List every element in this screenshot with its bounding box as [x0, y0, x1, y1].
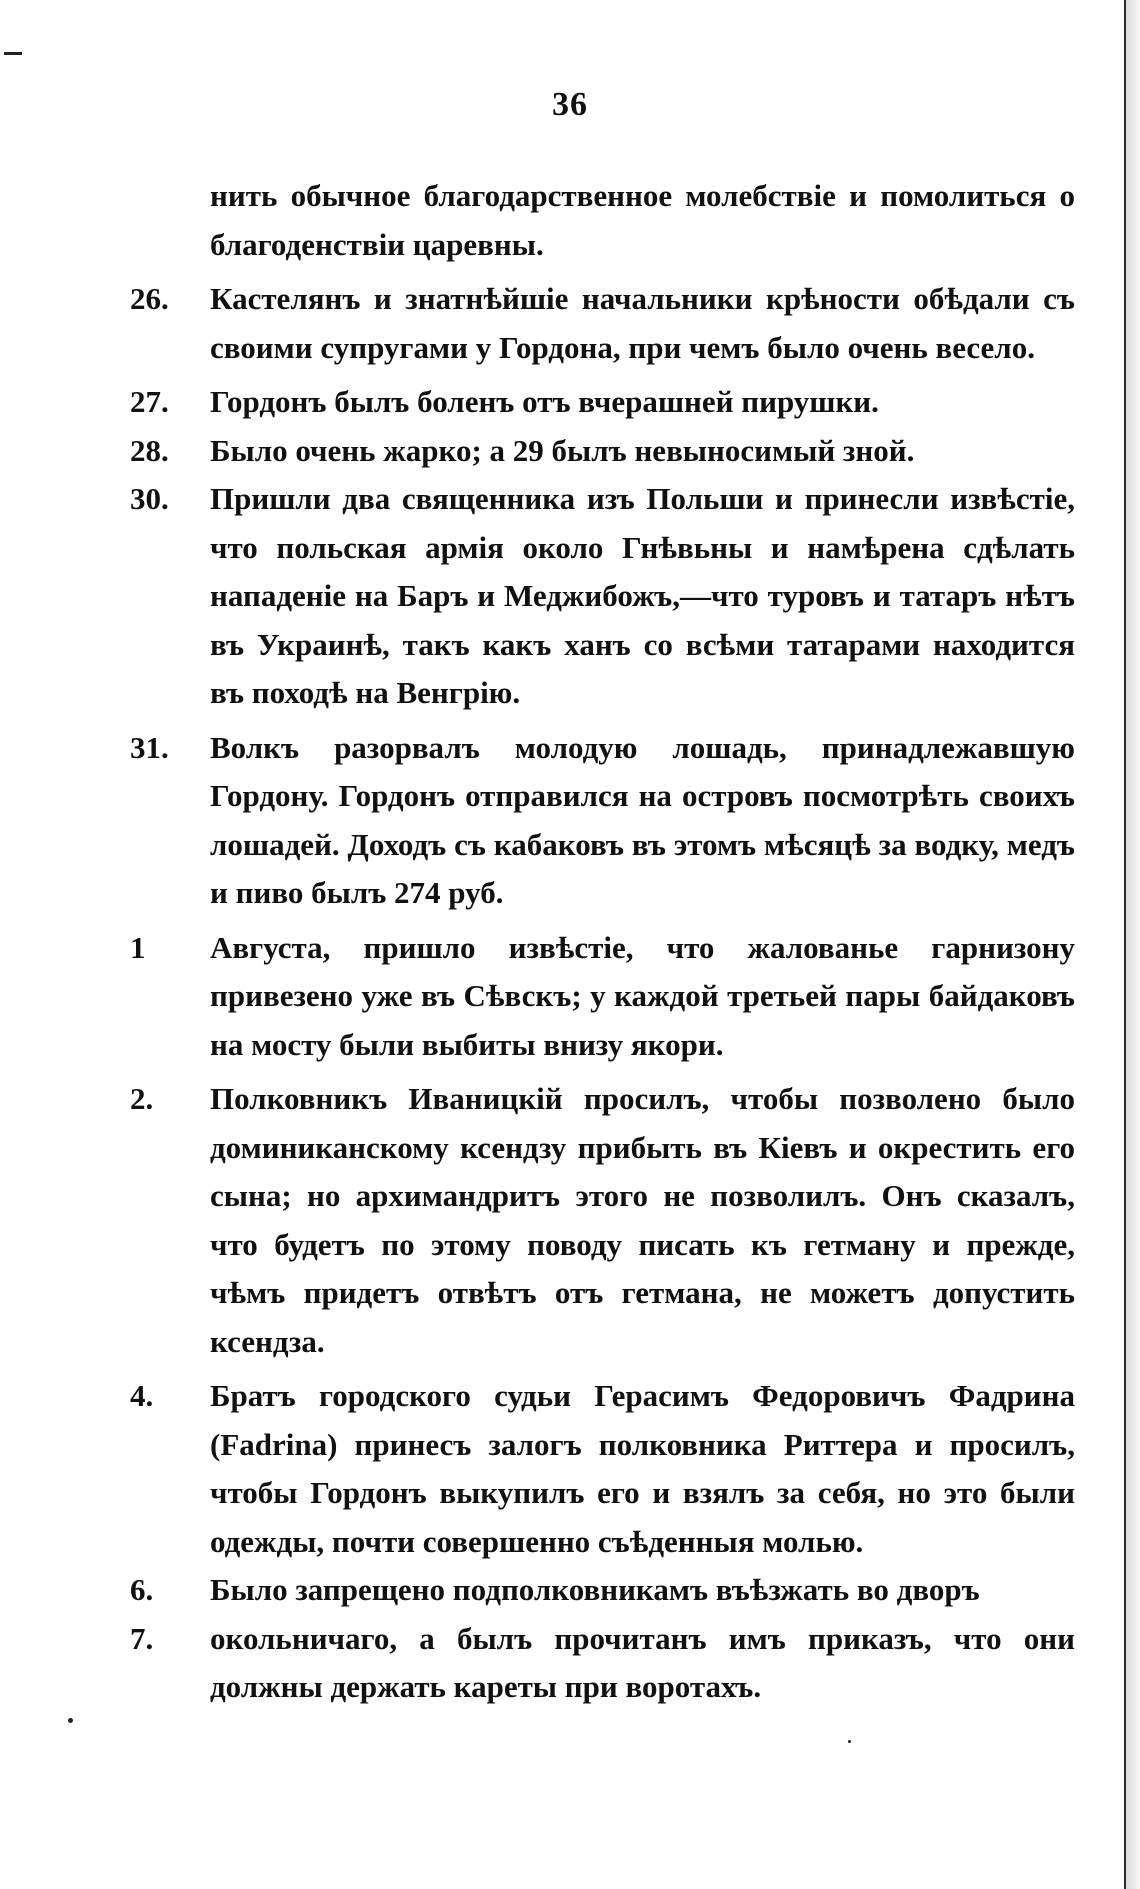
- diary-entry: [130, 1566, 1075, 1615]
- diary-entry: [130, 172, 1075, 269]
- diary-entry: [130, 1615, 1075, 1712]
- entry-date: 6.: [130, 1572, 154, 1607]
- entry-date: 7.: [130, 1620, 154, 1656]
- entry-text: Было запрещено подполковникамъ въѣзжать во дворъ: [210, 1572, 980, 1607]
- entry-date: 1: [130, 929, 146, 965]
- entry-date: 27.: [130, 384, 169, 419]
- entry-date: 2.: [130, 1081, 154, 1116]
- diary-entry: [130, 724, 1075, 918]
- entry-text: Августа, пришло извѣстіе, что жалованье гарнизону привезено уже въ Сѣвскъ; у каждой третьей пары байдаковъ на мосту были выбиты внизу якори.: [210, 929, 1075, 1062]
- entry-text: Пришли два священника изъ Польши и принесли извѣстіе, что польская армія около Гнѣвьны и намѣрена сдѣлать нападеніе на Баръ и Меджибожъ,—что туровъ и татаръ нѣтъ въ Украинѣ, такъ какъ ханъ со всѣми татарами находится въ походѣ на Венгрію.: [210, 481, 1075, 710]
- page-number: 36: [552, 86, 588, 123]
- ink-speck: [848, 1740, 851, 1743]
- entry-text: Кастелянъ и знатнѣйшіе начальники крѣности обѣдали съ своими супругами у Гордона, при чемъ было очень весело.: [210, 281, 1075, 365]
- entry-text: Полковникъ Иваницкій просилъ, чтобы позволено было доминиканскому ксендзу прибыть въ Кіевъ и окрестить его сына; но архимандритъ этого не позволилъ. Онъ сказалъ, что будетъ по этому поводу писать къ гетману и прежде, чѣмъ придетъ отвѣтъ отъ гетмана, не можетъ допустить ксендза.: [210, 1081, 1075, 1359]
- entry-text: нить обычное благодарственное молебствіе и помолиться о благоденствіи царевны.: [210, 178, 1075, 262]
- entry-text: Волкъ разорвалъ молодую лошадь, принадлежавшую Гордону. Гордонъ отправился на островъ посмотрѣть своихъ лошадей. Доходъ съ кабаковъ въ этомъ мѣсяцѣ за водку, медъ и пиво былъ 274 руб.: [210, 729, 1075, 910]
- margin-mark: [4, 52, 22, 55]
- entry-date: 30.: [130, 481, 169, 516]
- diary-text: [130, 172, 1075, 1712]
- entry-date: 26.: [130, 281, 169, 316]
- entry-date: 4.: [130, 1378, 154, 1413]
- entry-text: Было очень жарко; а 29 былъ невыносимый зной.: [210, 432, 915, 468]
- entry-text: Братъ городского судьи Герасимъ Федоровичъ Фадрина (Fadrina) принесъ залогъ полковника Риттера и просилъ, чтобы Гордонъ выкупилъ его и взялъ за себя, но это были одежды, почти совершенно съѣденныя молью.: [210, 1378, 1075, 1559]
- diary-entry: [130, 475, 1075, 718]
- diary-entry: [130, 1372, 1075, 1566]
- page-edge: [1124, 0, 1140, 1889]
- diary-entry: [130, 275, 1075, 372]
- diary-entry: [130, 924, 1075, 1070]
- diary-entry: [130, 427, 1075, 476]
- entry-date: 28.: [130, 432, 169, 468]
- entry-date: 31.: [130, 729, 169, 765]
- diary-entry: [130, 378, 1075, 427]
- ink-speck: [68, 1718, 73, 1723]
- entry-text: Гордонъ былъ боленъ отъ вчерашней пирушки.: [210, 384, 879, 419]
- entry-text: окольничаго, а былъ прочитанъ имъ приказъ, что они должны держать кареты при воротахъ.: [210, 1620, 1075, 1704]
- diary-entry: [130, 1075, 1075, 1366]
